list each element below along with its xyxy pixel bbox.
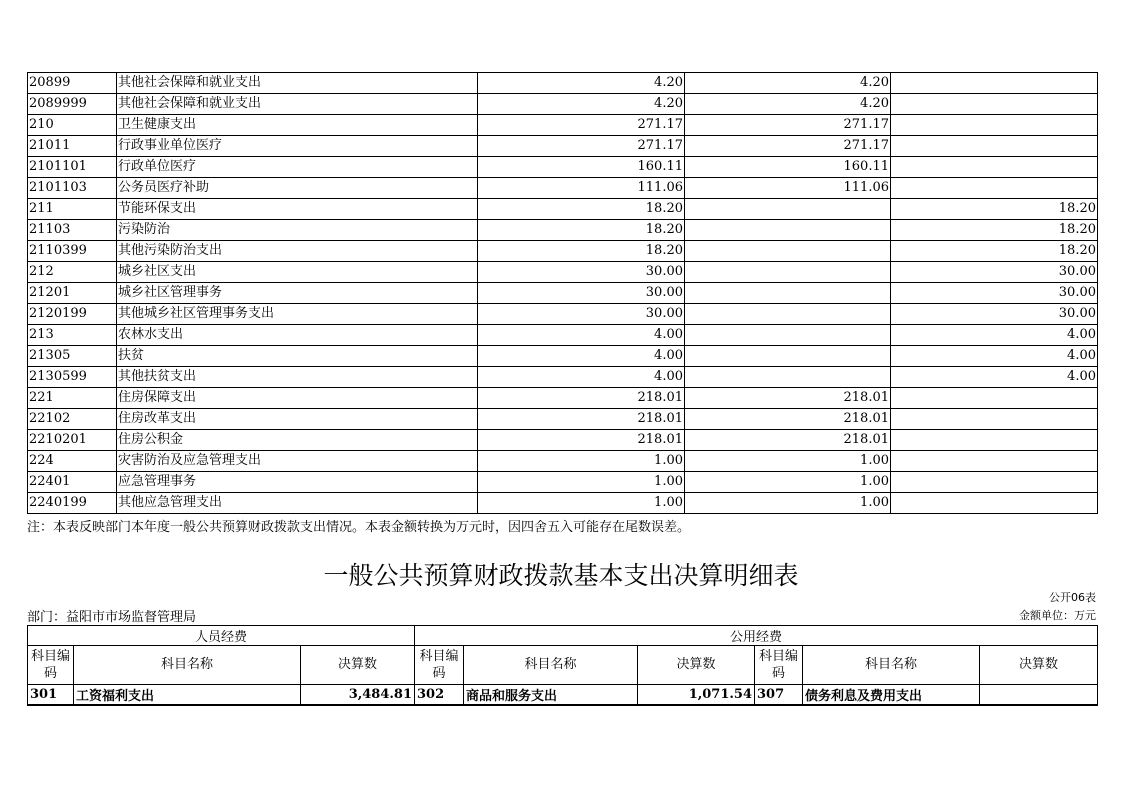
cell-code: 22102 [28,409,117,430]
cell-total: 111.06 [478,178,685,199]
group-header-public: 公用经费 [415,626,1098,646]
table-row [28,430,1098,451]
cell-project-expenditure [891,157,1098,178]
cell-amount [980,685,1098,706]
cell-project-expenditure: 4.00 [891,367,1098,388]
cell-project-expenditure [891,388,1098,409]
cell-code: 212 [28,262,117,283]
cell-total: 30.00 [478,304,685,325]
cell-total: 4.00 [478,325,685,346]
cell-total: 218.01 [478,409,685,430]
cell-name: 行政单位医疗 [117,157,478,178]
column-header-code: 科目编码 [28,646,74,685]
cell-total: 271.17 [478,136,685,157]
cell-name: 其他扶贫支出 [117,367,478,388]
expenditure-table-body [28,73,1098,514]
table-row [28,220,1098,241]
table-row [28,94,1098,115]
cell-project-expenditure [891,430,1098,451]
cell-basic-expenditure: 1.00 [685,472,891,493]
cell-name: 应急管理事务 [117,472,478,493]
cell-name: 城乡社区支出 [117,262,478,283]
cell-basic-expenditure [685,304,891,325]
column-header-code: 科目编码 [415,646,464,685]
cell-project-expenditure: 30.00 [891,304,1098,325]
cell-total: 1.00 [478,451,685,472]
cell-project-expenditure [891,115,1098,136]
cell-basic-expenditure [685,325,891,346]
cell-code: 21305 [28,346,117,367]
cell-basic-expenditure [685,220,891,241]
cell-basic-expenditure: 160.11 [685,157,891,178]
cell-total: 4.00 [478,367,685,388]
cell-basic-expenditure [685,241,891,262]
table-row [28,346,1098,367]
cell-basic-expenditure [685,346,891,367]
cell-code: 2210201 [28,430,117,451]
table-note: 注：本表反映部门本年度一般公共预算财政拨款支出情况。本表金额转换为万元时，因四舍五入可能存在尾数误差。 [27,520,691,535]
cell-project-expenditure [891,409,1098,430]
cell-total: 18.20 [478,241,685,262]
page-title: 一般公共预算财政拨款基本支出决算明细表 [323,561,799,590]
cell-amount: 3,484.81 [301,685,415,706]
cell-basic-expenditure: 111.06 [685,178,891,199]
cell-code: 210 [28,115,117,136]
cell-total: 18.20 [478,220,685,241]
group-header-personnel: 人员经费 [28,626,415,646]
cell-name: 扶贫 [117,346,478,367]
cell-code: 301 [28,685,74,706]
cell-code: 21011 [28,136,117,157]
department-label: 部门：益阳市市场监督管理局 [27,610,197,625]
table-row [28,115,1098,136]
cell-project-expenditure: 4.00 [891,325,1098,346]
cell-name: 城乡社区管理事务 [117,283,478,304]
cell-total: 160.11 [478,157,685,178]
table-row [28,409,1098,430]
cell-code: 302 [415,685,464,706]
cell-code: 22401 [28,472,117,493]
cell-total: 1.00 [478,493,685,514]
cell-amount: 1,071.54 [638,685,755,706]
cell-total: 1.00 [478,472,685,493]
cell-basic-expenditure: 4.20 [685,73,891,94]
cell-name: 其他应急管理支出 [117,493,478,514]
cell-code: 2101101 [28,157,117,178]
cell-name: 行政事业单位医疗 [117,136,478,157]
cell-project-expenditure [891,472,1098,493]
cell-project-expenditure: 18.20 [891,241,1098,262]
table-row [28,262,1098,283]
table-row [28,493,1098,514]
cell-code: 2240199 [28,493,117,514]
column-header-name: 科目名称 [803,646,980,685]
cell-code: 21201 [28,283,117,304]
cell-project-expenditure [891,493,1098,514]
cell-name: 住房改革支出 [117,409,478,430]
cell-total: 30.00 [478,262,685,283]
table-row [28,472,1098,493]
cell-name: 农林水支出 [117,325,478,346]
table-row [28,685,1098,706]
amount-unit-label: 金额单位：万元 [1019,609,1096,622]
cell-basic-expenditure: 1.00 [685,451,891,472]
expenditure-table [27,72,1098,514]
cell-code: 20899 [28,73,117,94]
table-row [28,283,1098,304]
cell-basic-expenditure [685,262,891,283]
cell-name: 债务利息及费用支出 [803,685,980,706]
cell-code: 221 [28,388,117,409]
table-row [28,367,1098,388]
cell-name: 住房保障支出 [117,388,478,409]
cell-total: 218.01 [478,430,685,451]
cell-total: 218.01 [478,388,685,409]
cell-code: 21103 [28,220,117,241]
table-row [28,451,1098,472]
column-header-code: 科目编码 [755,646,803,685]
cell-basic-expenditure [685,283,891,304]
column-header-amount: 决算数 [638,646,755,685]
cell-code: 211 [28,199,117,220]
cell-code: 2101103 [28,178,117,199]
cell-code: 2089999 [28,94,117,115]
cell-name: 商品和服务支出 [464,685,638,706]
cell-project-expenditure [891,136,1098,157]
cell-project-expenditure [891,73,1098,94]
cell-project-expenditure: 4.00 [891,346,1098,367]
table-row [28,178,1098,199]
cell-total: 271.17 [478,115,685,136]
column-header-name: 科目名称 [74,646,301,685]
cell-code: 213 [28,325,117,346]
table-row [28,199,1098,220]
table-row [28,73,1098,94]
cell-basic-expenditure: 218.01 [685,409,891,430]
cell-basic-expenditure: 218.01 [685,388,891,409]
cell-total: 18.20 [478,199,685,220]
cell-name: 工资福利支出 [74,685,301,706]
cell-code: 2130599 [28,367,117,388]
cell-code: 224 [28,451,117,472]
cell-project-expenditure: 30.00 [891,262,1098,283]
cell-project-expenditure [891,178,1098,199]
cell-basic-expenditure: 271.17 [685,136,891,157]
cell-code: 2110399 [28,241,117,262]
cell-basic-expenditure: 271.17 [685,115,891,136]
cell-name: 公务员医疗补助 [117,178,478,199]
cell-basic-expenditure [685,199,891,220]
cell-name: 卫生健康支出 [117,115,478,136]
cell-code: 307 [755,685,803,706]
cell-code: 2120199 [28,304,117,325]
cell-basic-expenditure: 1.00 [685,493,891,514]
cell-name: 污染防治 [117,220,478,241]
cell-name: 灾害防治及应急管理支出 [117,451,478,472]
cell-project-expenditure: 18.20 [891,220,1098,241]
cell-basic-expenditure: 4.20 [685,94,891,115]
table-row [28,325,1098,346]
table-row [28,157,1098,178]
cell-project-expenditure [891,451,1098,472]
table-code-label: 公开06表 [1049,591,1096,604]
cell-project-expenditure: 18.20 [891,199,1098,220]
column-header-amount: 决算数 [301,646,415,685]
cell-name: 节能环保支出 [117,199,478,220]
cell-name: 其他污染防治支出 [117,241,478,262]
cell-name: 其他城乡社区管理事务支出 [117,304,478,325]
basic-expenditure-detail-table [27,625,1098,706]
column-header-amount: 决算数 [980,646,1098,685]
cell-total: 4.20 [478,94,685,115]
cell-project-expenditure [891,94,1098,115]
cell-project-expenditure: 30.00 [891,283,1098,304]
column-header-name: 科目名称 [464,646,638,685]
table-row [28,136,1098,157]
cell-basic-expenditure: 218.01 [685,430,891,451]
cell-name: 其他社会保障和就业支出 [117,73,478,94]
cell-basic-expenditure [685,367,891,388]
cell-total: 4.00 [478,346,685,367]
cell-name: 住房公积金 [117,430,478,451]
table-row [28,304,1098,325]
cell-name: 其他社会保障和就业支出 [117,94,478,115]
table-row [28,241,1098,262]
table-row [28,388,1098,409]
cell-total: 4.20 [478,73,685,94]
cell-total: 30.00 [478,283,685,304]
